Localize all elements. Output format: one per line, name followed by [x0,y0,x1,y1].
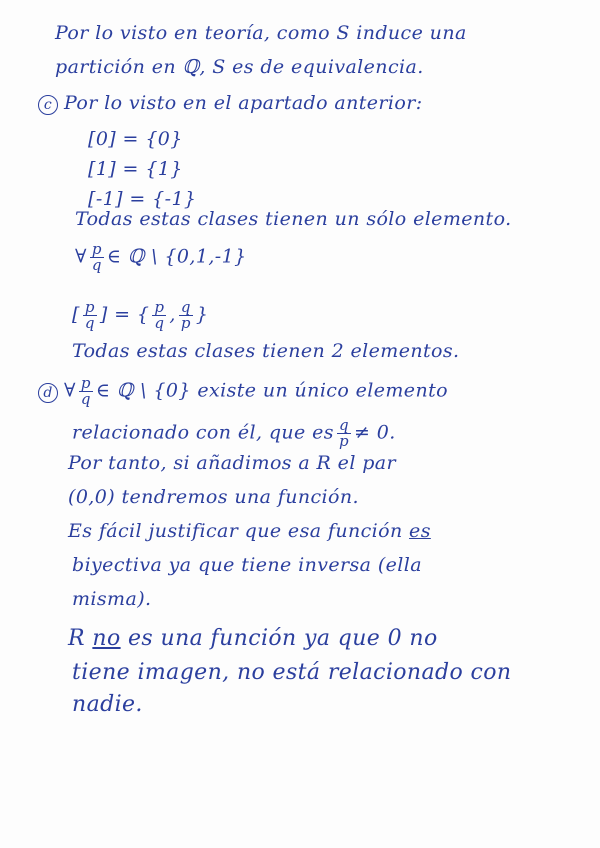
frac-num: q [180,298,191,316]
bracket-open: [ [72,303,80,326]
frac-den: p [338,432,349,450]
section-d-marker: d [38,383,58,403]
frac-num: p [84,298,95,316]
text-line-19: tiene imagen, no está relacionado con [72,660,512,685]
fraction-p-q-d [79,376,93,407]
relation-r: R [68,626,85,651]
frac-den: q [80,390,91,408]
class-minus-one: [-1] = {-1} [88,188,197,210]
underlined-no: no [92,626,121,651]
frac-num: p [80,374,91,392]
forall-line [75,242,247,273]
section-d-line [38,376,448,407]
text-line-16: biyectiva ya que tiene inversa (ella [72,554,422,576]
text-line-15 [68,520,431,542]
fraction-p-q [90,242,104,273]
frac-num: p [91,240,102,258]
text-line-12-post: ≠ 0. [353,421,396,444]
text-line-18-post: es una función ya que 0 no [128,626,438,651]
fraction-p-q-b [152,300,166,331]
frac-den: q [84,314,95,332]
text-line-14: (0,0) tendremos una función. [68,486,359,508]
text-line-7: Todas estas clases tienen un sólo elemento. [75,208,512,230]
fraction-p-q-a [83,300,97,331]
section-c-line [38,92,423,115]
forall-symbol: ∀ [64,379,76,402]
text-line-17: misma). [72,588,152,610]
underlined-es: es [409,520,431,542]
equals-brace: ] = { [99,303,150,326]
comma: , [169,303,176,326]
class-equation-line [72,300,208,331]
text-line-10: Todas estas clases tienen 2 elementos. [72,340,460,362]
text-line-13: Por tanto, si añadimos a R el par [68,452,397,474]
frac-num: p [154,298,165,316]
text-line-12 [72,418,396,449]
frac-den: q [154,314,165,332]
frac-den: p [180,314,191,332]
fraction-q-p-d [337,418,351,449]
class-one: [1] = {1} [88,158,183,180]
brace-close: } [195,303,209,326]
forall-symbol: ∀ [75,245,87,268]
text-line-2: partición en ℚ, S es de equivalencia. [55,56,424,78]
text-line-3: Por lo visto en el apartado anterior: [64,92,423,114]
frac-num: q [338,416,349,434]
text-line-11: ∈ ℚ \ {0} existe un único elemento [95,379,448,402]
text-line-20: nadie. [72,692,143,717]
frac-den: q [91,256,102,274]
section-c-marker: c [38,95,58,115]
class-zero: [0] = {0} [88,128,183,150]
text-line-15-pre: Es fácil justificar que esa función [68,520,403,542]
fraction-q-p [179,300,193,331]
set-expression: ∈ ℚ \ {0,1,-1} [106,245,247,268]
text-line-12-pre: relacionado con él, que es [72,421,334,444]
text-line-18 [68,626,438,651]
text-line-1: Por lo visto en teoría, como S induce una [55,22,467,44]
